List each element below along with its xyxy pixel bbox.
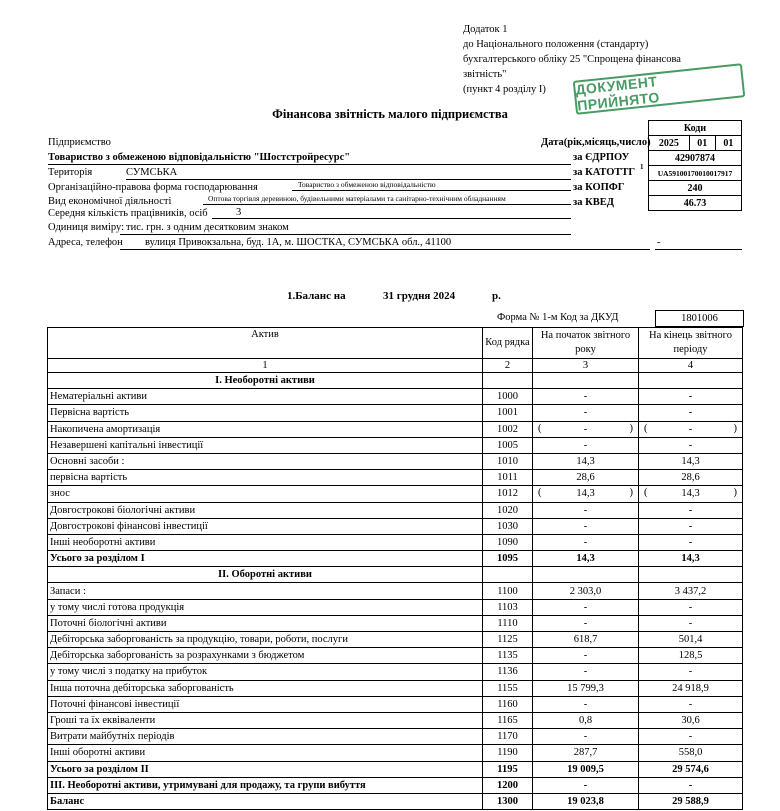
row-start-value: -	[533, 615, 639, 631]
value-text: 14,3	[576, 488, 595, 500]
row-end-value	[639, 486, 743, 502]
table-row	[48, 761, 743, 777]
row-code: 1195	[483, 761, 533, 777]
row-end-value: 24 918,9	[639, 680, 743, 696]
row-code: 1005	[483, 437, 533, 453]
table-row	[48, 793, 743, 809]
row-code: 1110	[483, 615, 533, 631]
row-code: 1001	[483, 405, 533, 421]
row-start-value: 287,7	[533, 745, 639, 761]
table-row	[48, 729, 743, 745]
date-day: 01	[715, 136, 741, 151]
row-name: Поточні біологічні активи	[48, 615, 483, 631]
section-1-title: I. Необоротні активи	[48, 373, 483, 389]
row-start-value: -	[533, 777, 639, 793]
row-end-value: -	[639, 518, 743, 534]
activity-value: Оптова торгівля деревиною, будівельними матеріалами та санітарно-технічним обладнанням	[208, 194, 506, 203]
date-month: 01	[689, 136, 715, 151]
row-name: Інші необоротні активи	[48, 534, 483, 550]
row-start-value: -	[533, 648, 639, 664]
row-code: 1200	[483, 777, 533, 793]
table-row	[48, 453, 743, 469]
kved-label: за КВЕД	[573, 197, 614, 208]
col-header-end: На кінець звітного періоду	[639, 328, 743, 359]
legal-form-label: Організаційно-правова форма господарювання	[48, 182, 258, 193]
row-code: 1011	[483, 470, 533, 486]
unit-value: тис. грн. з одним десятковим знаком	[126, 222, 289, 233]
kopfg-label: за КОПФГ	[573, 182, 625, 193]
row-end-value: 28,6	[639, 470, 743, 486]
row-code: 1125	[483, 632, 533, 648]
row-end-value	[639, 421, 743, 437]
row-start-value: -	[533, 534, 639, 550]
row-end-value: 30,6	[639, 712, 743, 728]
row-start-value: 0,8	[533, 712, 639, 728]
col-number-3: 3	[533, 359, 639, 373]
katottg-note: 1	[640, 163, 644, 171]
row-name: III. Необоротні активи, утримувані для продажу, та групи вибуття	[48, 777, 483, 793]
form-code: 1801006	[655, 310, 744, 327]
table-row	[48, 389, 743, 405]
report-title: Фінансова звітність малого підприємства	[272, 107, 508, 121]
col-header-start: На початок звітного року	[533, 328, 639, 359]
row-code: 1160	[483, 696, 533, 712]
codes-table	[648, 120, 742, 211]
row-end-value: 29 574,6	[639, 761, 743, 777]
row-name: знос	[48, 486, 483, 502]
row-code: 1135	[483, 648, 533, 664]
address-label: Адреса, телефон	[48, 237, 123, 248]
table-row	[48, 712, 743, 728]
employees-value: 3	[236, 207, 242, 218]
row-start-value: -	[533, 599, 639, 615]
row-start-value: 618,7	[533, 632, 639, 648]
table-row	[48, 502, 743, 518]
employees-label: Середня кількість працівників, осіб	[48, 208, 208, 219]
enterprise-label: Підприємство	[48, 137, 111, 148]
table-row	[48, 470, 743, 486]
appendix-line-2: до Національного положення (стандарту)	[463, 39, 649, 50]
table-row	[48, 551, 743, 567]
value-text: -	[583, 423, 588, 435]
row-start-value: -	[533, 518, 639, 534]
row-end-value: -	[639, 615, 743, 631]
row-code: 1095	[483, 551, 533, 567]
appendix-line-4: звітність"	[463, 69, 507, 80]
row-name: Первісна вартість	[48, 405, 483, 421]
row-name: Дебіторська заборгованість за розрахунками з бюджетом	[48, 648, 483, 664]
close-paren: )	[733, 422, 737, 434]
row-name: Нематеріальні активи	[48, 389, 483, 405]
row-code: 1190	[483, 745, 533, 761]
row-end-value: 14,3	[639, 551, 743, 567]
date-year: 2025	[649, 136, 690, 151]
enterprise-underline	[48, 164, 571, 165]
table-row	[48, 664, 743, 680]
balance-suffix: р.	[492, 290, 501, 302]
row-name: у тому числі готова продукція	[48, 599, 483, 615]
kved-value: 46.73	[649, 196, 742, 211]
row-start-value: -	[533, 729, 639, 745]
row-name: Витрати майбутніх періодів	[48, 729, 483, 745]
table-row	[48, 599, 743, 615]
activity-label: Вид економічної діяльності	[48, 196, 172, 207]
row-start-value: 15 799,3	[533, 680, 639, 696]
row-end-value: -	[639, 696, 743, 712]
table-row	[48, 745, 743, 761]
row-end-value: -	[639, 437, 743, 453]
date-label: Дата(рік,місяць,число)	[541, 137, 651, 148]
row-end-value: 128,5	[639, 648, 743, 664]
enterprise-name: Товариство з обмеженою відповідальністю "Шостстройресурс"	[48, 152, 351, 163]
table-row	[48, 632, 743, 648]
form-label: Форма № 1-м Код за ДКУД	[497, 312, 619, 323]
close-paren: )	[629, 422, 633, 434]
row-name: Незавершені капітальні інвестиції	[48, 437, 483, 453]
balance-date: 31 грудня 2024	[383, 290, 456, 302]
row-start-value: -	[533, 696, 639, 712]
row-start-value: -	[533, 664, 639, 680]
row-name: Накопичена амортизація	[48, 421, 483, 437]
row-end-value: 29 588,9	[639, 793, 743, 809]
value-text: -	[688, 423, 693, 435]
katottg-label: за КАТОТТГ	[573, 167, 636, 178]
row-name: у тому числі з податку на прибуток	[48, 664, 483, 680]
row-name: Запаси :	[48, 583, 483, 599]
row-code: 1090	[483, 534, 533, 550]
row-end-value: -	[639, 729, 743, 745]
row-name: Основні засоби :	[48, 453, 483, 469]
table-row	[48, 421, 743, 437]
col-number-4: 4	[639, 359, 743, 373]
row-code: 1002	[483, 421, 533, 437]
section-2-row	[48, 567, 743, 583]
section-1-row	[48, 373, 743, 389]
katottg-value: UA59100170010017917	[649, 166, 742, 181]
row-end-value: 558,0	[639, 745, 743, 761]
row-code: 1100	[483, 583, 533, 599]
row-start-value	[533, 421, 639, 437]
unit-label: Одиниця виміру:	[48, 222, 124, 233]
edrpou-label: за ЄДРПОУ	[573, 152, 630, 163]
row-code: 1012	[483, 486, 533, 502]
legal-form-value: Товариство з обмеженою відповідальністю	[298, 180, 436, 189]
codes-header: Коди	[649, 121, 742, 136]
section-2-title: II. Оборотні активи	[48, 567, 483, 583]
row-start-value: 28,6	[533, 470, 639, 486]
table-row	[48, 777, 743, 793]
row-end-value: -	[639, 777, 743, 793]
row-end-value: -	[639, 599, 743, 615]
phone-value: -	[657, 237, 661, 248]
table-row	[48, 696, 743, 712]
row-code: 1010	[483, 453, 533, 469]
close-paren: )	[733, 487, 737, 499]
row-end-value: -	[639, 405, 743, 421]
row-end-value: -	[639, 502, 743, 518]
phone-underline	[655, 249, 742, 250]
address-underline	[120, 249, 650, 250]
row-start-value: -	[533, 389, 639, 405]
table-row	[48, 583, 743, 599]
row-start-value	[533, 486, 639, 502]
row-start-value: -	[533, 502, 639, 518]
appendix-line-5: (пункт 4 розділу I)	[463, 84, 546, 95]
row-code: 1103	[483, 599, 533, 615]
row-code: 1136	[483, 664, 533, 680]
row-end-value: -	[639, 664, 743, 680]
row-code: 1155	[483, 680, 533, 696]
balance-table	[47, 327, 743, 810]
row-name: Інша поточна дебіторська заборгованість	[48, 680, 483, 696]
table-row	[48, 680, 743, 696]
row-name: первісна вартість	[48, 470, 483, 486]
table-header-row	[48, 328, 743, 359]
row-name: Гроші та їх еквіваленти	[48, 712, 483, 728]
kopfg-value: 240	[649, 181, 742, 196]
row-code: 1000	[483, 389, 533, 405]
accepted-stamp: ДОКУМЕНТ ПРИЙНЯТО	[573, 63, 746, 115]
row-name: Довгострокові біологічні активи	[48, 502, 483, 518]
table-row	[48, 518, 743, 534]
row-name: Інші оборотні активи	[48, 745, 483, 761]
row-start-value: 19 009,5	[533, 761, 639, 777]
open-paren: (	[538, 422, 542, 434]
open-paren: (	[644, 422, 648, 434]
employees-underline	[212, 218, 571, 219]
row-start-value: 2 303,0	[533, 583, 639, 599]
row-code: 1165	[483, 712, 533, 728]
col-number-1: 1	[48, 359, 483, 373]
close-paren: )	[629, 487, 633, 499]
open-paren: (	[644, 487, 648, 499]
legal-form-underline	[292, 190, 571, 191]
table-row	[48, 648, 743, 664]
unit-underline	[120, 234, 571, 235]
row-code: 1020	[483, 502, 533, 518]
table-row	[48, 615, 743, 631]
territory-value: СУМСЬКА	[126, 167, 178, 178]
column-numbers-row	[48, 359, 743, 373]
row-name: Дебіторська заборгованість за продукцію, товари, роботи, послуги	[48, 632, 483, 648]
table-row	[48, 405, 743, 421]
row-start-value: -	[533, 437, 639, 453]
value-text: 14,3	[681, 488, 700, 500]
table-row	[48, 486, 743, 502]
row-code: 1030	[483, 518, 533, 534]
col-header-code: Код рядка	[483, 328, 533, 359]
row-end-value: -	[639, 389, 743, 405]
row-name: Поточні фінансові інвестиції	[48, 696, 483, 712]
row-end-value: -	[639, 534, 743, 550]
balance-title: 1.Баланс на	[287, 290, 346, 302]
row-end-value: 14,3	[639, 453, 743, 469]
row-end-value: 3 437,2	[639, 583, 743, 599]
open-paren: (	[538, 487, 542, 499]
table-row	[48, 437, 743, 453]
activity-underline	[203, 204, 571, 205]
row-start-value: 14,3	[533, 551, 639, 567]
row-start-value: 19 023,8	[533, 793, 639, 809]
appendix-line-1: Додаток 1	[463, 24, 508, 35]
row-code: 1300	[483, 793, 533, 809]
table-row	[48, 534, 743, 550]
edrpou-value: 42907874	[649, 151, 742, 166]
row-name: Усього за розділом I	[48, 551, 483, 567]
row-name: Баланс	[48, 793, 483, 809]
row-code: 1170	[483, 729, 533, 745]
col-number-2: 2	[483, 359, 533, 373]
row-start-value: 14,3	[533, 453, 639, 469]
appendix-line-3: бухгалтерського обліку 25 "Спрощена фінансова	[463, 54, 681, 65]
row-end-value: 501,4	[639, 632, 743, 648]
territory-label: Територія	[48, 167, 93, 178]
row-name: Довгострокові фінансові інвестиції	[48, 518, 483, 534]
col-header-asset: Актив	[48, 328, 483, 359]
row-name: Усього за розділом II	[48, 761, 483, 777]
address-value: вулиця Привокзальна, буд. 1А, м. ШОСТКА, СУМСЬКА обл., 41100	[145, 237, 452, 248]
row-start-value: -	[533, 405, 639, 421]
